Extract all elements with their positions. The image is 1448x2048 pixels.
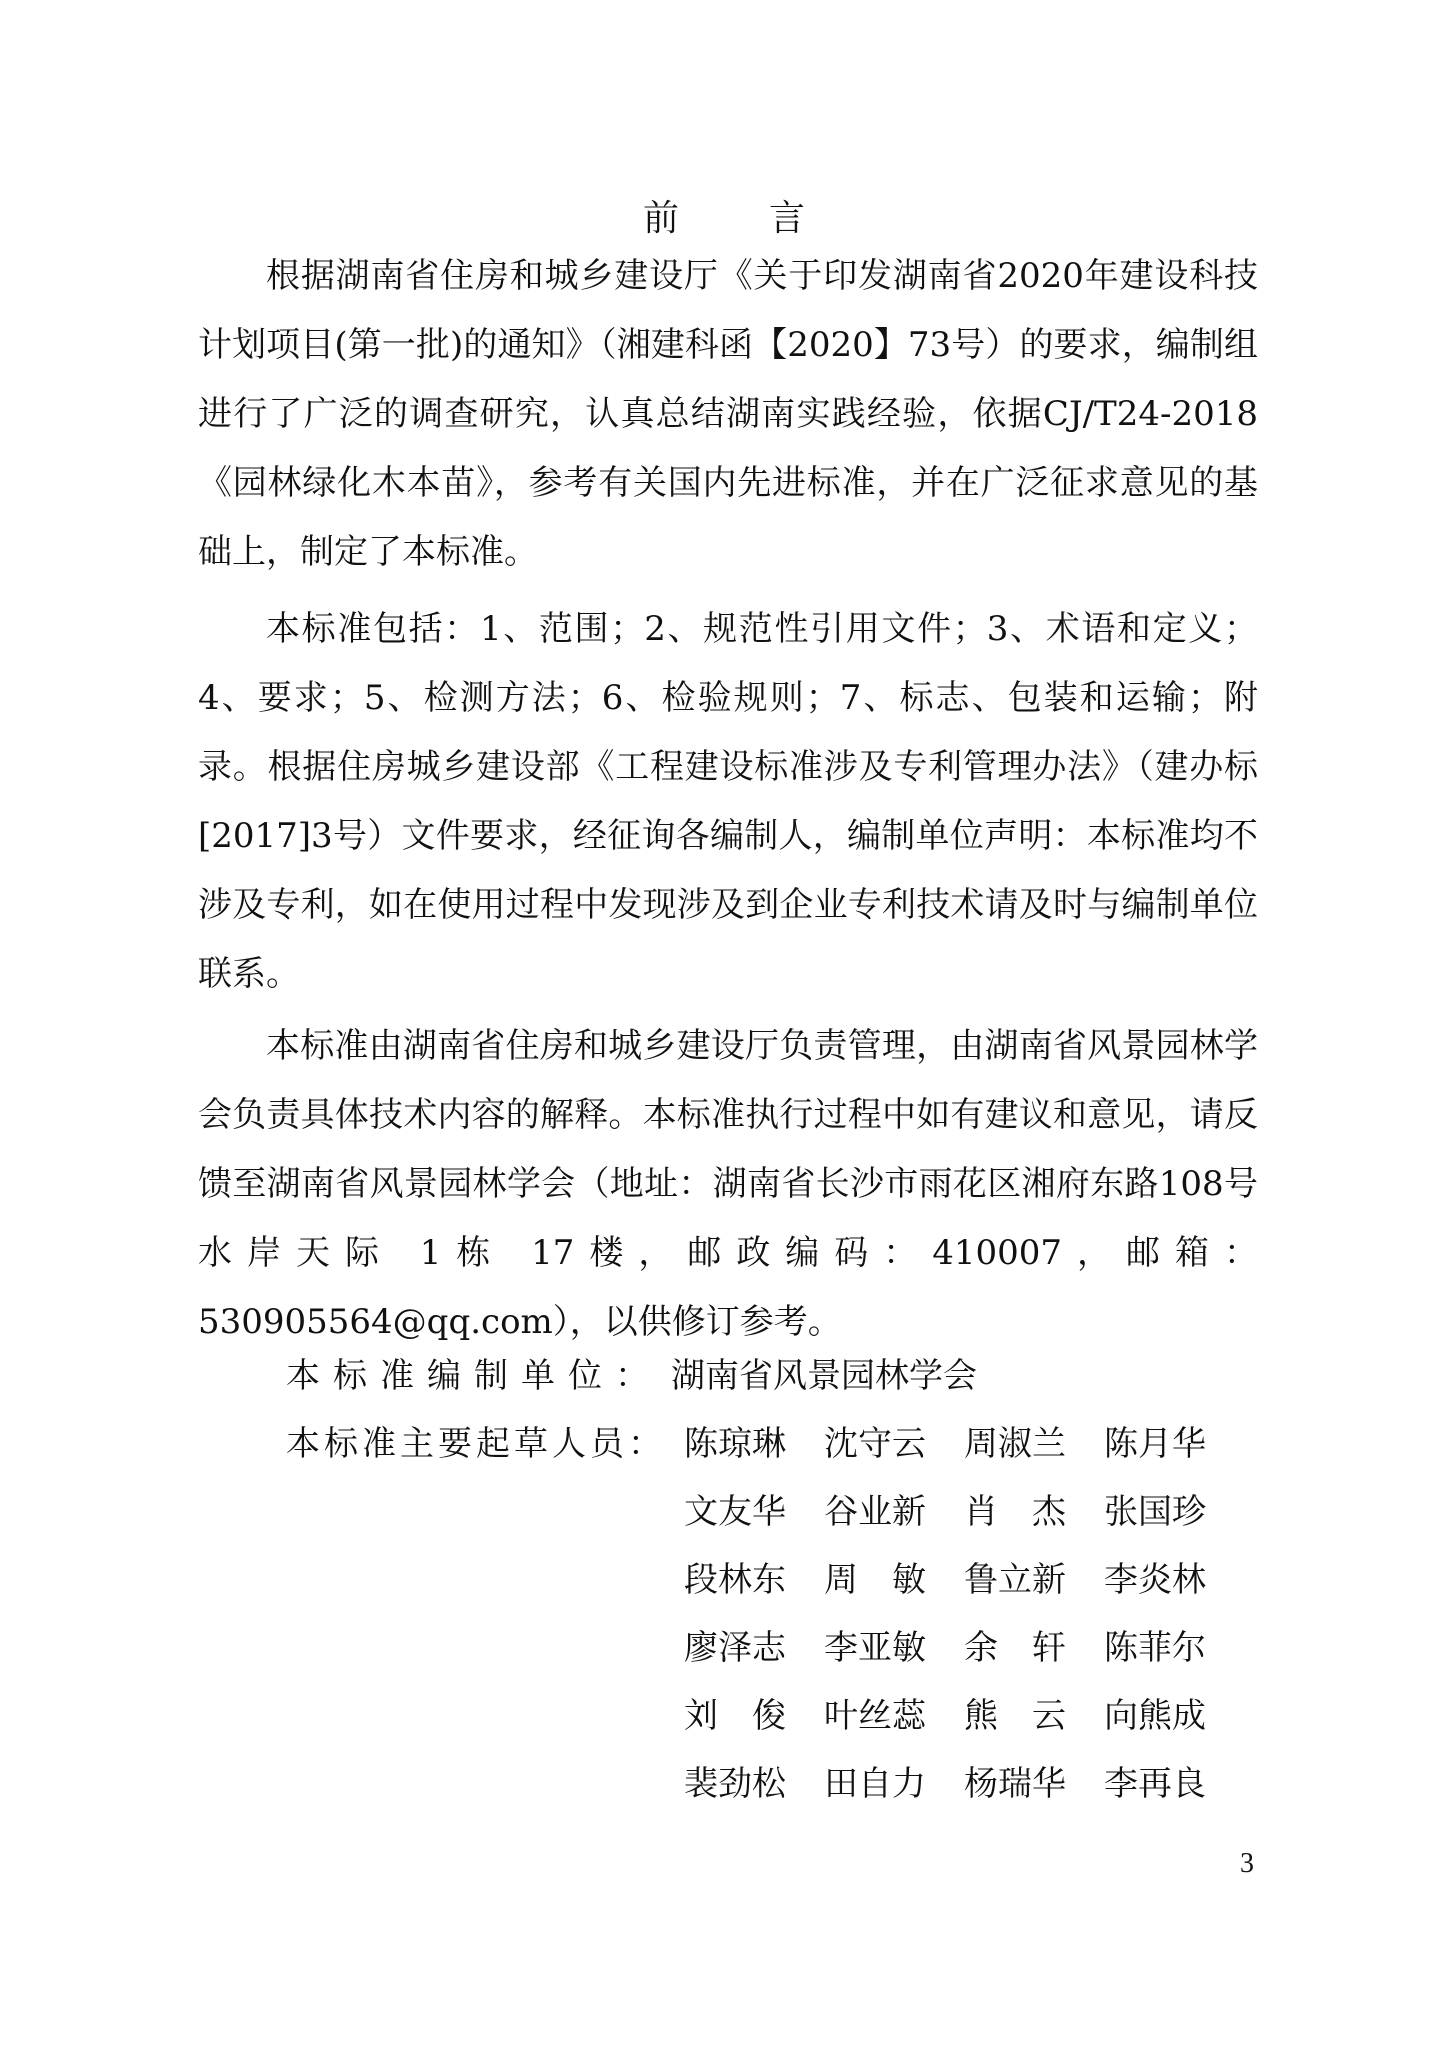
title-char-left: 前 xyxy=(642,198,679,239)
drafter-name: 熊 云 xyxy=(964,1696,1066,1736)
drafter-name: 李炎林 xyxy=(1104,1560,1206,1600)
drafter-name: 鲁立新 xyxy=(964,1560,1066,1600)
drafter-name: 段林东 xyxy=(684,1560,786,1600)
drafter-name: 向熊成 xyxy=(1104,1696,1206,1736)
drafter-name: 陈月华 xyxy=(1104,1424,1206,1464)
drafters-row xyxy=(684,1614,1244,1682)
compiling-unit-value: 湖南省风景园林学会 xyxy=(671,1356,977,1396)
drafter-name: 余 轩 xyxy=(964,1628,1066,1668)
paragraph-2 xyxy=(198,595,1258,1009)
drafters-row xyxy=(684,1750,1244,1818)
paragraph-3 xyxy=(198,1012,1258,1357)
drafter-name: 周淑兰 xyxy=(964,1424,1066,1464)
drafter-name: 陈菲尔 xyxy=(1104,1628,1206,1668)
title-char-right: 言 xyxy=(769,198,806,239)
drafter-name: 文友华 xyxy=(684,1492,786,1532)
drafter-name: 李再良 xyxy=(1104,1764,1206,1804)
drafters-label: 本标准主要起草人员： xyxy=(286,1424,666,1464)
drafter-name: 张国珍 xyxy=(1104,1492,1206,1532)
drafters-row xyxy=(684,1410,1244,1478)
drafter-name: 田自力 xyxy=(824,1764,926,1804)
compiling-unit-label: 本标准编制单位： xyxy=(286,1356,662,1396)
drafter-name: 陈琼琳 xyxy=(684,1424,786,1464)
drafter-name: 李亚敏 xyxy=(824,1628,926,1668)
page-title xyxy=(0,190,1448,241)
drafters-row xyxy=(684,1478,1244,1546)
drafters-list xyxy=(684,1410,1244,1818)
page-number: 3 xyxy=(1240,1848,1254,1879)
drafter-name: 叶丝蕊 xyxy=(824,1696,926,1736)
compiling-unit-row xyxy=(286,1342,977,1411)
drafter-name: 周 敏 xyxy=(824,1560,926,1600)
drafter-name: 廖泽志 xyxy=(684,1628,786,1668)
drafter-name: 杨瑞华 xyxy=(964,1764,1066,1804)
paragraph-2-text: 本标准包括：1、范围；2、规范性引用文件；3、术语和定义；4、要求；5、检测方法；6、检验规则；7、标志、包装和运输；附录。根据住房城乡建设部《工程建设标准涉及专利管理办法》（建办标[2017]3号）文件要求，经征询各编制人，编制单位声明：本标准均不涉及专利，如在使用过程中发现涉及到企业专利技术请及时与编制单位联系。 xyxy=(198,609,1258,994)
drafter-name: 肖 杰 xyxy=(964,1492,1066,1532)
drafter-name: 裴劲松 xyxy=(684,1764,786,1804)
drafters-row xyxy=(684,1682,1244,1750)
drafter-name: 沈守云 xyxy=(824,1424,926,1464)
drafter-name: 刘 俊 xyxy=(684,1696,786,1736)
paragraph-3-text: 本标准由湖南省住房和城乡建设厅负责管理，由湖南省风景园林学会负责具体技术内容的解释。本标准执行过程中如有建议和意见，请反馈至湖南省风景园林学会（地址：湖南省长沙市雨花区湘府东路108号水岸天际 1栋 17楼，邮政编码：410007，邮箱：530905564@qq.com），以供修订参考。 xyxy=(198,1026,1258,1342)
drafters-row xyxy=(684,1546,1244,1614)
paragraph-1 xyxy=(198,242,1258,587)
drafter-name: 谷业新 xyxy=(824,1492,926,1532)
paragraph-1-text: 根据湖南省住房和城乡建设厅《关于印发湖南省2020年建设科技计划项目(第一批)的通知》（湘建科函【2020】73号）的要求，编制组进行了广泛的调查研究，认真总结湖南实践经验，依据CJ/T24-2018《园林绿化木本苗》，参考有关国内先进标准，并在广泛征求意见的基础上，制定了本标准。 xyxy=(198,256,1258,572)
